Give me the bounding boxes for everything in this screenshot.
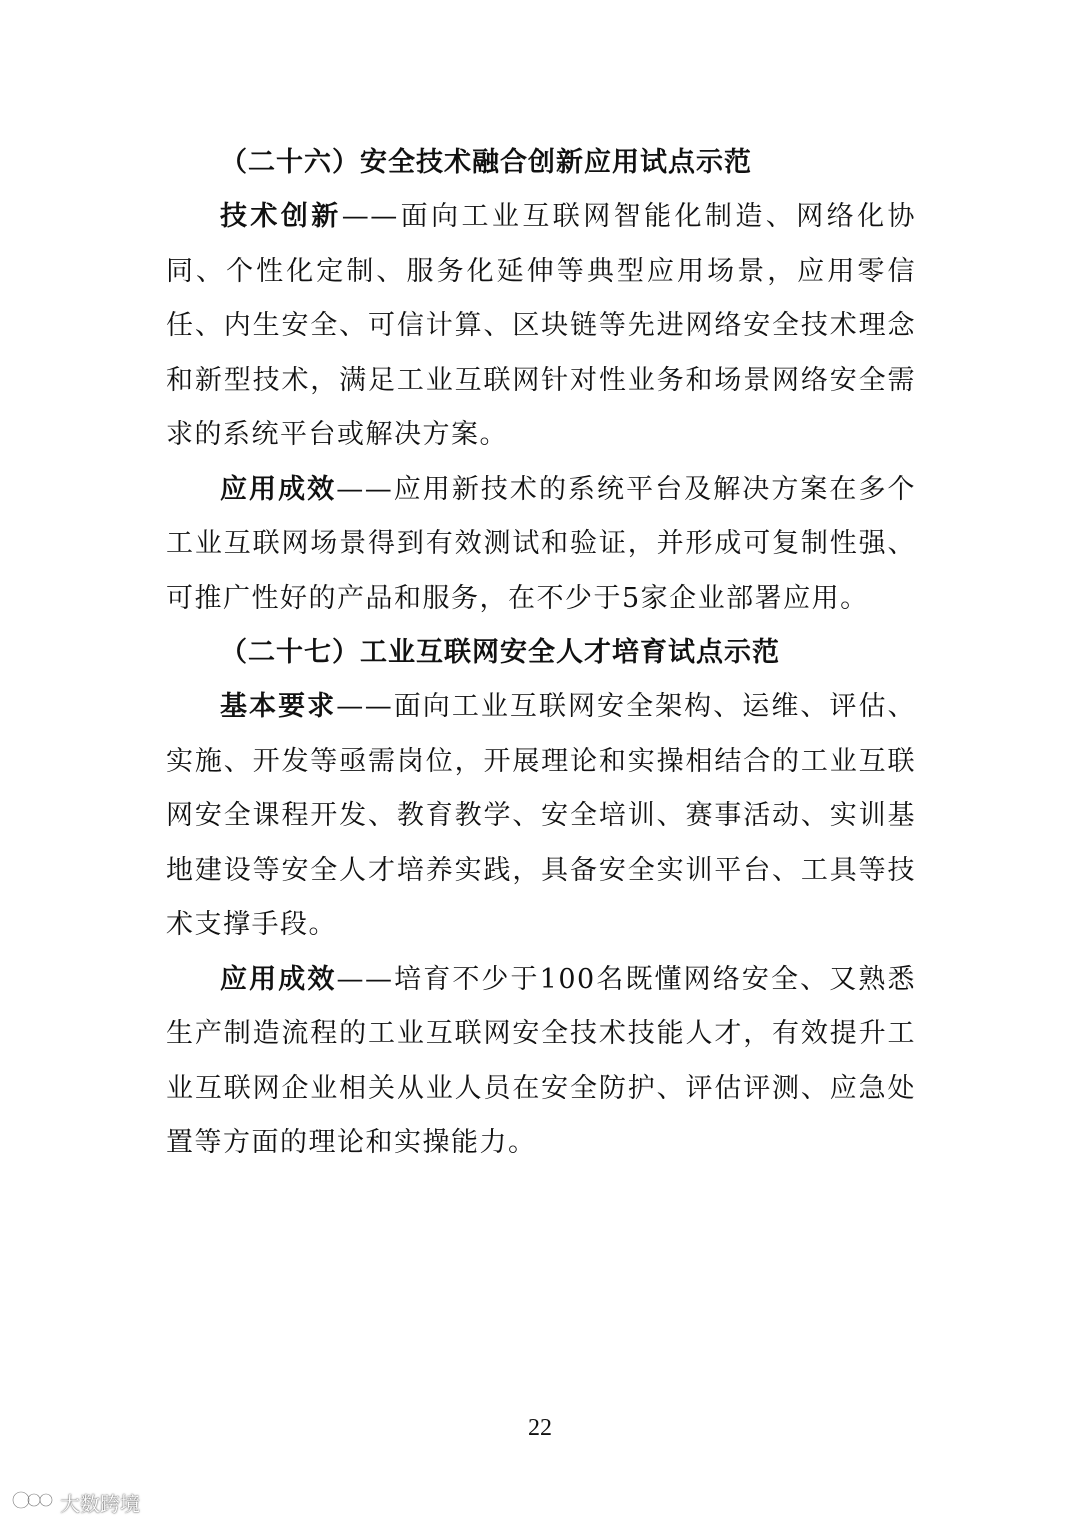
- paragraph-lead: 应用成效: [220, 963, 337, 995]
- paragraph-text: ——面向工业互联网智能化制造、网络化协同、个性化定制、服务化延伸等典型应用场景，应用零信任、内生安全、可信计算、区块链等先进网络安全技术理念和新型技术，满足工业互联网针对性业务和场景网络安全需求的系统平台或解决方案。: [166, 201, 917, 450]
- watermark: [12, 1488, 140, 1517]
- document-body: [166, 136, 916, 1171]
- brand-logo-icon: [12, 1488, 56, 1517]
- watermark-text: 大数跨境: [60, 1492, 140, 1516]
- paragraph-lead: 应用成效: [220, 473, 337, 505]
- paragraph-lead: 技术创新: [220, 201, 342, 232]
- paragraph-tech-innovation: [166, 190, 916, 463]
- paragraph-lead: 基本要求: [220, 691, 337, 722]
- paragraph-application-results: [166, 463, 916, 627]
- paragraph-talent-results: [166, 953, 916, 1171]
- paragraph-basic-requirements: [166, 680, 916, 953]
- paragraph-text: ——培育不少于100名既懂网络安全、又熟悉生产制造流程的工业互联网安全技术技能人才，有效提升工业互联网企业相关从业人员在安全防护、评估评测、应急处置等方面的理论和实操能力。: [166, 963, 916, 1158]
- paragraph-text: ——面向工业互联网安全架构、运维、评估、实施、开发等亟需岗位，开展理论和实操相结合的工业互联网安全课程开发、教育教学、安全培训、赛事活动、实训基地建设等安全人才培养实践，具备安全实训平台、工具等技术支撑手段。: [166, 691, 917, 940]
- paragraph-text: ——应用新技术的系统平台及解决方案在多个工业互联网场景得到有效测试和验证，并形成可复制性强、可推广性好的产品和服务，在不少于5家企业部署应用。: [166, 473, 917, 614]
- section-heading-26: （二十六）安全技术融合创新应用试点示范: [220, 147, 752, 178]
- section-heading-27: （二十七）工业互联网安全人才培育试点示范: [220, 637, 780, 668]
- page-number: 22: [528, 1415, 552, 1441]
